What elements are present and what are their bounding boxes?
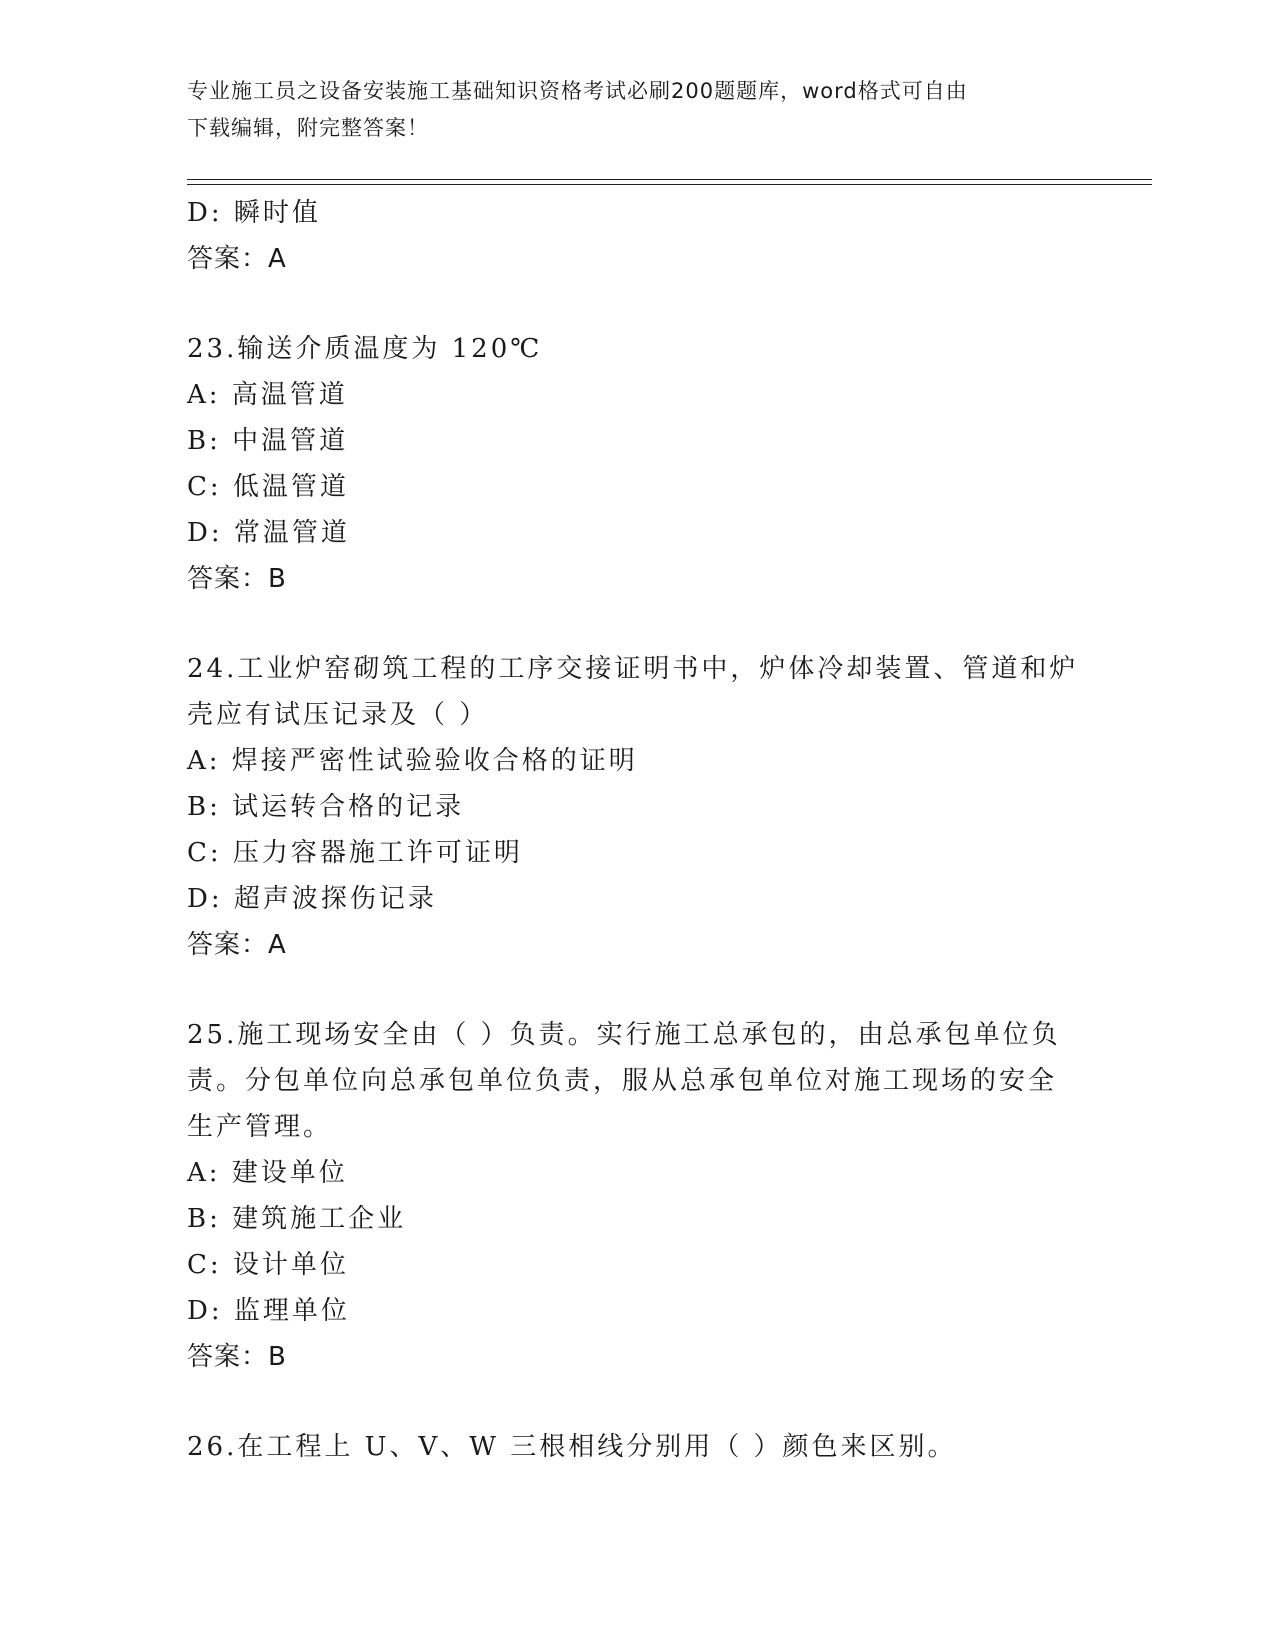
question-text: 壳应有试压记录及（ ） (187, 700, 489, 730)
document-header (187, 73, 1087, 147)
answer-line: 答案：A (187, 930, 287, 960)
header-line-1: 专业施工员之设备安装施工基础知识资格考试必刷200题题库，word格式可自由 (187, 79, 968, 103)
question-23 (187, 326, 1087, 372)
header-rule-top (187, 179, 1152, 180)
question-text: 责。分包单位向总承包单位负责，服从总承包单位对施工现场的安全 (187, 1066, 1058, 1096)
option-c: C: 低温管道 (187, 472, 349, 502)
option-a: A: 焊接严密性试验验收合格的证明 (187, 746, 638, 776)
option-d: D: 超声波探伤记录 (187, 884, 437, 914)
option-b: B: 中温管道 (187, 426, 349, 456)
header-rule-bottom (187, 184, 1152, 185)
question-25 (187, 1012, 1087, 1150)
document-body (187, 190, 1087, 1470)
answer-line: 答案：B (187, 564, 287, 594)
option-d: D: 常温管道 (187, 518, 350, 548)
header-line-2: 下载编辑，附完整答案！ (187, 116, 429, 140)
option-d: D: 监理单位 (187, 1296, 350, 1326)
option-a: A: 高温管道 (187, 380, 348, 410)
option-b: B: 建筑施工企业 (187, 1204, 407, 1234)
answer-line: 答案：A (187, 244, 287, 274)
answer-line: 答案：B (187, 1342, 287, 1372)
question-24 (187, 646, 1087, 738)
question-text: 26.在工程上 U、V、W 三根相线分别用（ ）颜色来区别。 (187, 1432, 957, 1462)
option-c: C: 设计单位 (187, 1250, 349, 1280)
option-c: C: 压力容器施工许可证明 (187, 838, 523, 868)
question-text: 24.工业炉窑砌筑工程的工序交接证明书中，炉体冷却装置、管道和炉 (187, 654, 1079, 684)
option-d: D: 瞬时值 (187, 198, 321, 228)
option-a: A: 建设单位 (187, 1158, 348, 1188)
question-text: 25.施工现场安全由（ ）负责。实行施工总承包的，由总承包单位负 (187, 1020, 1061, 1050)
question-text: 23.输送介质温度为 120℃ (187, 334, 543, 364)
question-text: 生产管理。 (187, 1112, 333, 1142)
question-26 (187, 1424, 1087, 1470)
option-b: B: 试运转合格的记录 (187, 792, 465, 822)
